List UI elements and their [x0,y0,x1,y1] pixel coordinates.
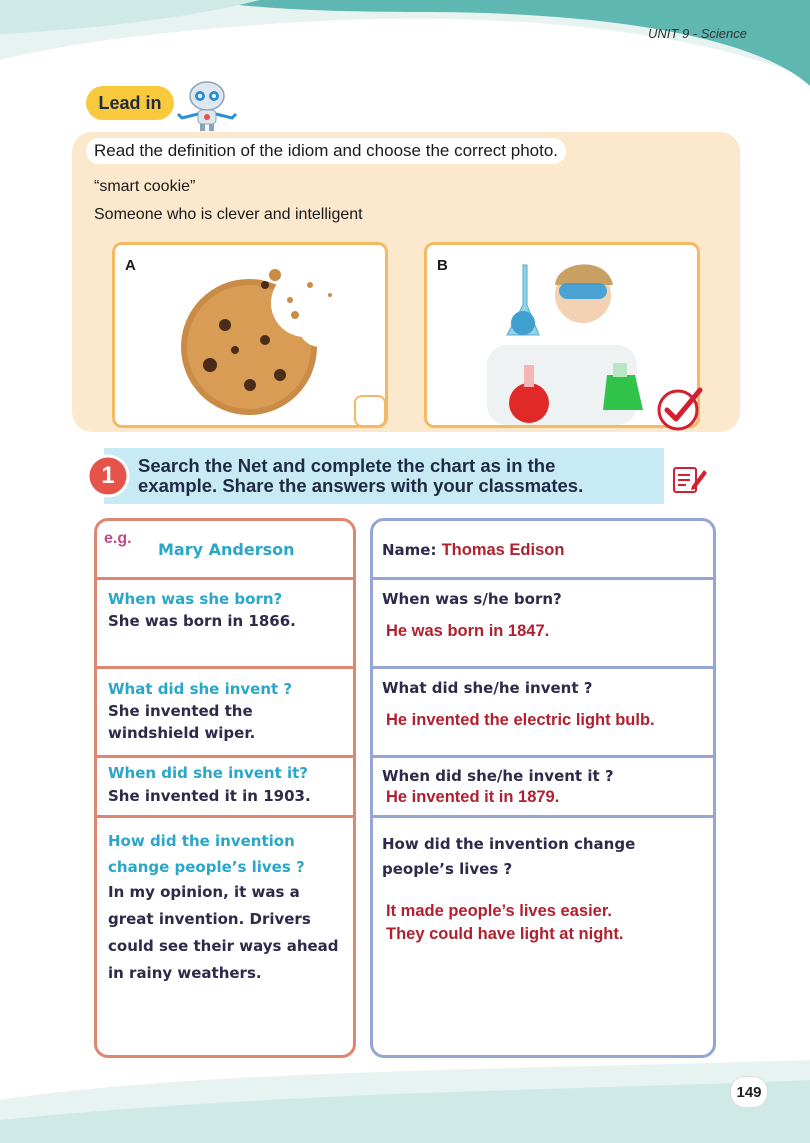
row-divider [370,577,716,580]
robot-mascot-icon [172,78,242,134]
row-divider [370,755,716,758]
lead-in-badge: Lead in [86,86,174,120]
row-divider [370,815,716,818]
photo-option-a[interactable] [112,242,388,428]
answer-born[interactable]: He was born in 1847. [386,622,550,640]
answer-checkbox-a[interactable] [354,395,386,427]
row-divider [94,755,356,758]
example-answer-born: She was born in 1866. [108,612,296,630]
question-line: How did the invention [108,832,295,850]
task-instruction-line: Search the Net and complete the chart as in the [138,455,556,476]
example-answer-change [108,879,339,987]
idiom-definition: Someone who is clever and intelligent [94,206,363,223]
example-name: Mary Anderson [158,540,295,559]
example-question-invent: What did she invent ? [108,680,293,698]
idiom-text: “smart cookie” [94,178,196,195]
task-number: 1 [101,462,115,489]
answer-line: She invented the [108,702,253,720]
answer-invent[interactable]: He invented the electric light bulb. [386,711,655,729]
answer-line: could see their ways ahead [108,937,339,955]
question-line: How did the invention change [382,835,636,853]
question-when: When did she/he invent it ? [382,767,614,785]
question-line: people’s lives ? [382,860,513,878]
footer-swoosh [0,1040,810,1143]
answer-line: In my opinion, it was a [108,883,300,901]
example-answer-when: She invented it in 1903. [108,787,311,805]
page-number: 149 [730,1076,768,1108]
name-row [382,540,564,560]
name-label: Name: [382,541,437,559]
question-invent: What did she/he invent ? [382,679,593,697]
example-question-born: When was she born? [108,590,283,608]
row-divider [94,577,356,580]
task-instruction [138,456,658,496]
task-instruction-line: example. Share the answers with your classmates. [138,475,584,496]
answer-line: They could have light at night. [386,925,624,943]
answer-line: windshield wiper. [108,724,256,742]
checkmark-icon [656,386,706,432]
cookie-image [115,245,385,425]
example-question-when: When did she invent it? [108,764,308,782]
example-question-change [108,828,305,880]
example-answer-invent [108,700,255,744]
option-letter: B [437,257,448,274]
answer-line: great invention. Drivers [108,910,311,928]
question-line: change people’s lives ? [108,858,305,876]
header-swoosh [0,0,810,90]
edit-note-icon [672,464,708,496]
question-change [382,832,635,882]
lead-in-instruction: Read the definition of the idiom and choose the correct photo. [86,138,566,164]
row-divider [94,815,356,818]
answer-change[interactable] [386,900,623,946]
question-born: When was s/he born? [382,590,562,608]
answer-line: It made people’s lives easier. [386,902,612,920]
eg-label: e.g. [104,530,132,547]
row-divider [94,666,356,669]
answer-line: in rainy weathers. [108,964,262,982]
row-divider [370,666,716,669]
option-letter: A [125,257,136,274]
answer-when[interactable]: He invented it in 1879. [386,788,560,806]
answer-name: Thomas Edison [441,541,565,559]
unit-label: UNIT 9 - Science [648,26,747,41]
